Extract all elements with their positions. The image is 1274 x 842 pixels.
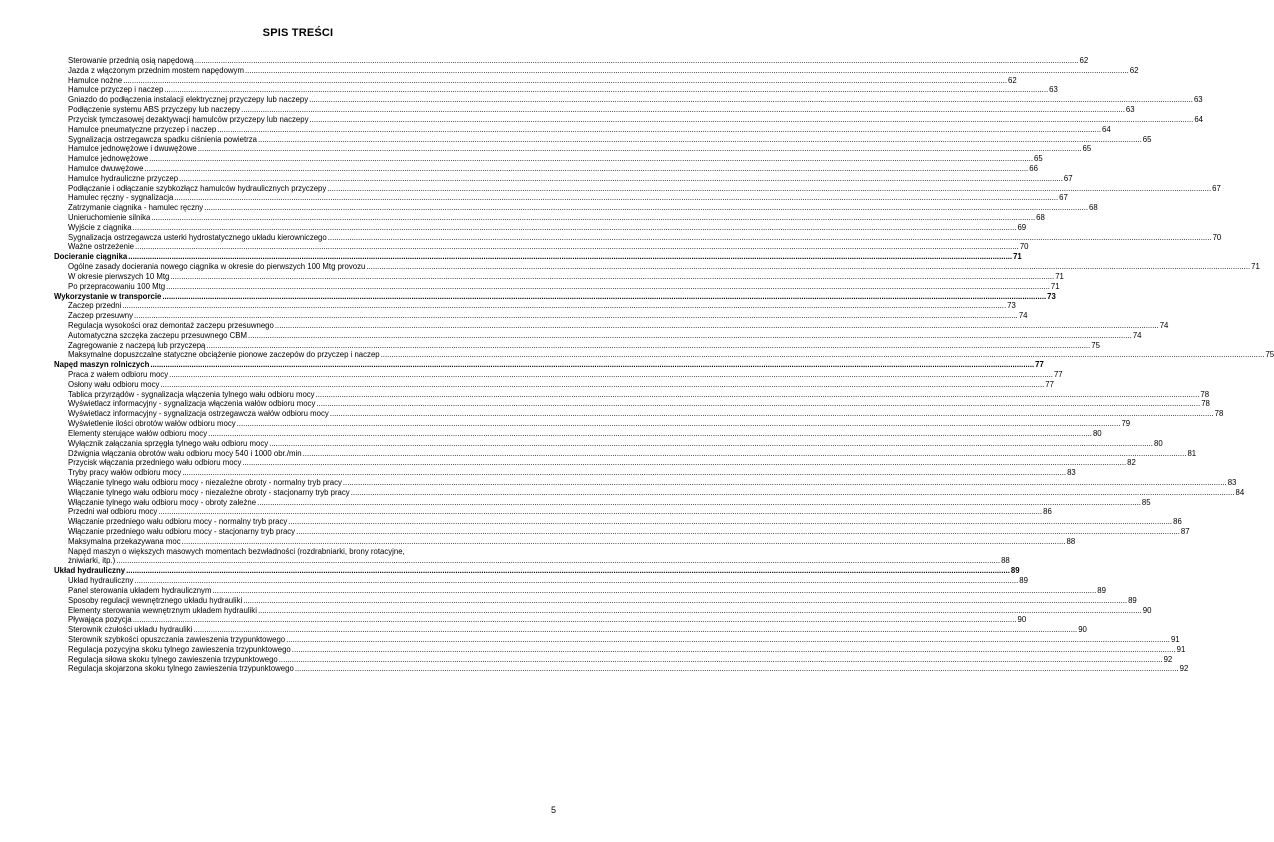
toc-entry-page: 75 [1091,340,1100,350]
dot-leader [296,527,1180,537]
toc-entry-page: 70 [1019,242,1029,252]
toc-entry-page: 67 [1063,173,1073,183]
toc-entry[interactable] [54,536,1076,547]
toc-entry-page: 77 [1045,379,1054,389]
toc-entry-page: 90 [1017,615,1027,625]
toc-entry[interactable] [54,428,1102,439]
toc-entry-page: 91 [1176,644,1186,654]
dot-leader [134,576,1018,586]
dot-leader [288,517,1172,527]
toc-entry-label: Sterownik szybkości opuszczania zawieszenia trzypunktowego [68,634,286,644]
toc-entry-label: Regulacja wysokości oraz demontaż zaczepu przesuwnego [68,320,274,330]
toc-entry-label: Regulacja pozycyjna skoku tylnego zawieszenia trzypunktowego [68,644,291,654]
toc-entry-page: 92 [1163,654,1173,664]
toc-entry[interactable] [54,330,1142,341]
toc-entry-label: Maksymalne dopuszczalne statyczne obciążenie pionowe zaczepów do przyczep i naczep [68,350,380,360]
toc-entry[interactable] [54,546,1010,567]
toc-entry-page: 81 [1187,448,1197,458]
toc-entry-page: 62 [1079,56,1089,65]
dot-leader [309,95,1193,105]
toc-entry-label: Wyjście z ciągnika [68,222,132,232]
toc-entry-label: Hamulce przyczep i naczep [68,85,164,95]
toc-entry-label: Napęd maszyn rolniczych [54,360,150,370]
toc-entry[interactable] [54,281,1060,292]
dot-leader [343,478,1227,488]
dot-leader [193,625,1077,635]
toc-entry[interactable] [54,389,1210,400]
toc-entry[interactable] [54,477,1237,488]
dot-leader [237,419,1121,429]
table-of-contents [54,56,1274,674]
toc-entry[interactable] [54,85,1058,95]
dot-leader [275,321,1159,331]
dot-leader [204,203,1088,213]
toc-entry-page: 89 [1019,576,1028,586]
toc-entry-label: Wyświetlacz informacyjny - sygnalizacja włączenia wałów odbioru mocy [68,399,316,409]
toc-entry-page: 77 [1053,370,1063,379]
toc-entry-label: Sygnalizacja ostrzegawcza usterki hydrostatycznego układu kierowniczego [68,232,327,242]
dot-leader [133,615,1017,625]
toc-entry[interactable] [54,644,1186,655]
dot-leader [310,115,1194,125]
toc-entry-page: 71 [1055,271,1064,281]
toc-entry-page: 90 [1078,625,1087,635]
toc-entry-label: Włączanie tylnego wału odbioru mocy - obroty zależne [68,497,257,507]
dot-leader [122,301,1006,311]
dot-leader [381,350,1265,360]
dot-leader [195,56,1079,66]
toc-entry-label: Automatyczna szczęka zaczepu przesuwnego CBM [68,330,247,340]
toc-entry-page: 64 [1194,114,1204,124]
toc-entry-page: 80 [1153,438,1163,448]
toc-entry-line2 [68,556,1010,566]
dot-leader [126,566,1010,576]
toc-entry-label: Pływająca pozycja [68,615,132,625]
toc-entry-label: Gniazdo do podłączenia instalacji elektrycznej przyczepy lub naczepy [68,95,309,105]
toc-entry-label: Przycisk włączania przedniego wału odbioru mocy [68,458,242,468]
toc-entry-label: Przedni wał odbioru mocy [68,507,158,517]
dot-leader [243,596,1127,606]
toc-entry[interactable] [54,173,1073,184]
toc-entry-page: 91 [1170,634,1180,644]
toc-entry-page: 88 [1001,556,1010,566]
toc-entry[interactable] [54,124,1111,135]
toc-entry[interactable] [54,242,1029,252]
toc-entry-label: Panel sterowania układem hydraulicznym [68,585,212,595]
toc-entry-page: 89 [1097,585,1106,595]
toc-entry-page: 86 [1173,517,1182,527]
toc-entry-label: Włączanie przedniego wału odbioru mocy - stacjonarny tryb pracy [68,527,296,536]
toc-entry-page: 62 [1008,75,1017,85]
dot-leader [160,380,1044,390]
toc-entry[interactable] [54,409,1224,419]
toc-entry-page: 71 [1013,252,1022,262]
toc-entry[interactable] [54,134,1152,145]
toc-entry[interactable] [54,654,1173,665]
toc-entry[interactable] [54,497,1151,508]
toc-entry-page: 78 [1201,399,1210,409]
page-number: 5 [551,805,557,815]
toc-entry-page: 87 [1180,527,1190,536]
toc-entry-label: Po przepracowaniu 100 Mtg [68,281,166,291]
toc-entry[interactable] [54,75,1017,86]
dot-leader [258,135,1142,145]
toc-entry-page: 74 [1159,320,1169,330]
toc-entry[interactable] [54,262,1260,272]
toc-entry-page: 64 [1102,124,1111,134]
toc-entry-page: 70 [1212,232,1222,242]
toc-entry-page: 77 [1035,360,1044,370]
toc-entry-label-continued: żniwiarki, itp.) [68,556,116,566]
dot-leader [174,193,1058,203]
toc-entry-page: 62 [1129,65,1139,75]
dot-leader [198,144,1082,154]
dot-leader [212,586,1096,596]
toc-section-entry[interactable] [54,252,1022,262]
dot-leader [241,105,1125,115]
dot-leader [292,645,1176,655]
toc-entry[interactable] [54,350,1274,360]
toc-entry-label: Dźwignia włączania obrotów wału odbioru mocy 540 i 1000 obr./min [68,448,302,458]
toc-entry-label: Wykorzystanie w transporcie [54,291,162,301]
toc-entry-page: 75 [1265,350,1274,360]
toc-entry-label: Hamulce nożne [68,75,123,85]
toc-entry[interactable] [54,95,1203,105]
toc-entry-page: 73 [1007,301,1016,311]
toc-entry-page: 65 [1142,134,1152,144]
toc-entry-page: 71 [1251,262,1260,272]
toc-entry-page: 67 [1059,193,1068,203]
toc-entry-page: 88 [1066,536,1076,546]
toc-entry-page: 66 [1029,163,1038,173]
toc-entry-page: 92 [1179,664,1189,674]
dot-leader [166,282,1050,292]
dot-leader [144,164,1028,174]
toc-entry[interactable] [54,517,1182,527]
toc-entry-label: Docieranie ciągnika [54,252,128,262]
toc-entry-label: Wyświetlenie ilości obrotów wałów odbioru mocy [68,419,236,429]
toc-entry-page: 89 [1010,566,1020,576]
dot-leader [123,76,1007,86]
toc-entry[interactable] [54,154,1043,164]
toc-entry[interactable] [54,379,1054,390]
dot-leader [169,370,1053,380]
dot-leader [208,429,1092,439]
toc-entry-page: 74 [1132,330,1142,340]
dot-leader [182,537,1066,547]
toc-entry[interactable] [54,114,1204,125]
toc-entry-page: 73 [1047,291,1056,301]
dot-leader [217,125,1101,135]
toc-entry[interactable] [54,105,1135,115]
toc-entry-label: Unieruchomienie silnika [68,213,151,222]
toc-entry-page: 89 [1128,595,1137,605]
toc-entry-page: 65 [1034,154,1043,164]
toc-entry[interactable] [54,183,1221,194]
dot-leader [330,409,1214,419]
toc-entry-label: Przycisk tymczasowej dezaktywacji hamulców przyczepy lub naczepy [68,114,309,124]
dot-leader [351,488,1235,498]
toc-entry-page: 74 [1018,311,1028,321]
toc-entry[interactable] [54,193,1068,203]
toc-entry[interactable] [54,576,1028,586]
toc-entry-page: 69 [1017,222,1027,232]
toc-entry-label: Układ hydrauliczny [54,566,126,576]
dot-leader [151,213,1035,223]
toc-entry-label: Układ hydrauliczny [68,576,134,586]
dot-leader [150,360,1034,370]
toc-entry[interactable] [54,487,1245,498]
toc-entry-label: Ważne ostrzeżenie [68,242,135,252]
toc-entry-page: 80 [1092,428,1102,438]
toc-entry[interactable] [54,340,1100,351]
toc-entry-label: Zaczep przedni [68,301,122,311]
toc-entry-label: Sposoby regulacji wewnętrznego układu hydrauliki [68,595,243,605]
toc-entry-label: Regulacja skojarzona skoku tylnego zawieszenia trzypunktowego [68,664,294,674]
toc-entry-page: 79 [1121,419,1131,429]
dot-leader [286,635,1170,645]
toc-entry-page: 85 [1141,497,1151,507]
toc-entry-label: Włączanie przedniego wału odbioru mocy - normalny tryb pracy [68,517,288,527]
toc-entry-label: Hamulce pneumatyczne przyczep i naczep [68,124,217,134]
toc-entry-label: Elementy sterujące wałów odbioru mocy [68,428,208,438]
toc-entry[interactable] [54,213,1045,223]
dot-leader [328,233,1212,243]
dot-leader [149,154,1033,164]
toc-entry[interactable] [54,222,1027,233]
dot-leader [206,341,1090,351]
toc-entry-label: Podłączenie systemu ABS przyczepy lub naczepy [68,105,241,115]
toc-entry-page: 63 [1049,85,1058,95]
toc-section-entry[interactable] [54,360,1044,370]
toc-entry-label: Sterownik czułości układu hydrauliki [68,625,193,635]
toc-section-entry[interactable] [54,566,1020,576]
toc-entry[interactable] [54,634,1180,645]
toc-entry-page: 83 [1227,477,1237,487]
toc-entry-page: 71 [1050,281,1060,291]
toc-entry-label: Jazda z włączonym przednim mostem napędowym [68,65,244,75]
toc-entry-label: Hamulce dwuwężowe [68,163,144,173]
dot-leader [134,311,1018,321]
dot-leader [133,223,1017,233]
toc-entry[interactable] [54,301,1016,311]
toc-entry[interactable] [54,163,1038,174]
toc-entry-label: Włączanie tylnego wału odbioru mocy - niezależne obroty - normalny tryb pracy [68,477,342,487]
toc-entry-page: 68 [1036,213,1045,222]
toc-entry[interactable] [54,625,1087,635]
toc-entry[interactable] [54,320,1169,331]
toc-entry[interactable] [54,56,1089,66]
dot-leader [327,184,1211,194]
dot-leader [182,468,1066,478]
dot-leader [257,498,1141,508]
toc-entry-label: Napęd maszyn o większych masowych momentach bezwładności (rozdrabniarki, brony rotacyjne, [68,546,405,556]
dot-leader [242,458,1126,468]
dot-leader [170,272,1054,282]
dot-leader [269,439,1153,449]
toc-entry-label: Elementy sterowania wewnętrznym układem hydrauliki [68,605,257,615]
toc-entry[interactable] [54,203,1098,213]
toc-entry[interactable] [54,448,1197,459]
dot-leader [279,655,1163,665]
toc-entry[interactable] [54,271,1064,282]
toc-entry-label: W okresie pierwszych 10 Mtg [68,271,170,281]
toc-entry[interactable] [54,595,1137,606]
toc-entry[interactable] [54,65,1139,76]
dot-leader [162,292,1046,302]
toc-entry-label: Wyłącznik załączania sprzęgła tylnego wału odbioru mocy [68,438,269,448]
page-title: SPIS TREŚCI [262,27,334,39]
toc-entry-label: Ogólne zasady docierania nowego ciągnika w okresie do pierwszych 100 Mtg provozu [68,262,366,272]
toc-entry-label: Sterowanie przednią osią napędową [68,56,194,65]
toc-entry-page: 82 [1127,458,1136,468]
toc-entry-label: Osłony wału odbioru mocy [68,379,160,389]
toc-entry-label: Maksymalna przekazywana moc [68,536,181,546]
dot-leader [248,331,1132,341]
toc-entry[interactable] [54,468,1076,478]
toc-entry-page: 63 [1193,95,1203,105]
toc-entry[interactable] [54,527,1190,537]
toc-entry-label: Włączanie tylnego wału odbioru mocy - niezależne obroty - stacjonarny tryb pracy [68,487,350,497]
toc-entry-page: 78 [1214,409,1224,419]
toc-entry-label: Praca z wałem odbioru mocy [68,370,169,379]
toc-entry-label: Podłączanie i odłączanie szybkozłącz hamulców hydraulicznych przyczepy [68,183,327,193]
toc-entry[interactable] [54,419,1131,429]
toc-entry[interactable] [54,605,1152,616]
toc-entry-label: Hamulce jednowężowe [68,154,149,164]
dot-leader [164,85,1048,95]
toc-entry[interactable] [54,370,1063,380]
toc-entry-page: 78 [1200,389,1210,399]
toc-entry-label: Tablica przyrządów - sygnalizacja włączenia tylnego wału odbioru mocy [68,389,315,399]
toc-entry[interactable] [54,507,1052,517]
toc-entry-page: 67 [1212,183,1221,193]
toc-entry-label: Sygnalizacja ostrzegawcza spadku ciśnienia powietrza [68,134,257,144]
dot-leader [158,507,1042,517]
toc-entry-label: Zagregowanie z naczepą lub przyczepą [68,340,206,350]
toc-entry-label: Wyświetlacz informacyjny - sygnalizacja ostrzegawcza wałów odbioru mocy [68,409,329,419]
dot-leader [316,399,1200,409]
toc-entry[interactable] [54,458,1136,468]
toc-entry-label: Zatrzymanie ciągnika - hamulec ręczny [68,203,204,213]
toc-entry-page: 83 [1067,468,1076,478]
toc-section-entry[interactable] [54,291,1056,302]
toc-entry[interactable] [54,399,1210,409]
toc-entry-page: 90 [1142,605,1152,615]
toc-entry-page: 86 [1043,507,1052,517]
toc-entry-label: Tryby pracy wałów odbioru mocy [68,468,182,478]
toc-entry-page: 68 [1089,203,1098,213]
toc-entry[interactable] [54,144,1092,154]
toc-entry[interactable] [54,438,1163,449]
toc-entry[interactable] [54,615,1027,625]
dot-leader [135,242,1019,252]
toc-entry[interactable] [54,311,1028,321]
toc-entry-label: Regulacja siłowa skoku tylnego zawieszenia trzypunktowego [68,654,278,664]
dot-leader [258,606,1142,616]
toc-entry-page: 63 [1125,105,1135,115]
toc-entry-label: Hamulce jednowężowe i dwuwężowe [68,144,197,154]
dot-leader [295,664,1179,674]
toc-entry-label: Hamulec ręczny - sygnalizacja [68,193,174,203]
dot-leader [303,449,1187,459]
dot-leader [316,390,1200,400]
dot-leader [179,174,1063,184]
toc-entry[interactable] [54,585,1106,596]
toc-entry-page: 65 [1082,144,1092,154]
dot-leader [366,262,1250,272]
dot-leader [245,66,1129,76]
dot-leader [116,556,1000,566]
dot-leader [128,252,1012,262]
toc-entry[interactable] [54,664,1189,674]
toc-entry-label: Zaczep przesuwny [68,311,134,321]
toc-entry-label: Hamulce hydrauliczne przyczep [68,173,179,183]
toc-entry[interactable] [54,232,1222,243]
toc-entry-page: 84 [1235,487,1245,497]
